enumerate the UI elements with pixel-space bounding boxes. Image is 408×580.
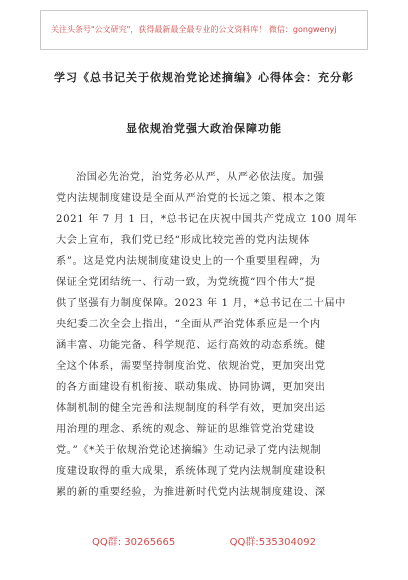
- body-line: 治国必先治党，治党务必从严，从严必依法度。加强: [76, 172, 325, 183]
- document-title-line-2: 显依规治党强大政治保障功能: [126, 122, 282, 135]
- body-line: 大会上宣布，我们党已经“形成比较完善的党内法规体: [56, 235, 310, 246]
- promo-banner: [40, 10, 368, 50]
- body-line: 体制机制的健全完善和法规制度的科学有效，更加突出运: [56, 403, 326, 414]
- body-line: 党。”《*关于依规治党论述摘编》生动记录了党内法规制: [56, 445, 322, 456]
- footer-qq-group-1: QQ群: 30265665: [92, 537, 176, 548]
- footer-qq-group-2: QQ群:535304092: [229, 537, 316, 548]
- body-line: 度建设取得的重大成果，系统体现了党内法规制度建设积: [56, 466, 326, 477]
- body-line: 央纪委二次全会上指出，“全面从严治党体系应是一个内: [56, 319, 321, 330]
- footer-contact: [0, 533, 408, 548]
- body-line: 供了坚强有力制度保障。2023 年 1 月，*总书记在二十届中: [56, 298, 346, 309]
- body-line: 涵丰富、功能完备、科学规范、运行高效的动态系统。健: [56, 340, 326, 351]
- promo-banner-text: 关注头条号"公文研究"，获得最新最全最专业的公文资料库！ 微信：gongwenyj: [51, 25, 337, 34]
- body-line: 用治理的理念、系统的观念、辩证的思维管党治党建设: [56, 424, 315, 435]
- body-line: 党内法规制度建设是全面从严治党的长远之策、根本之策: [56, 193, 326, 204]
- body-line: 全这个体系，需要坚持制度治党、依规治党，更加突出党: [56, 361, 326, 372]
- body-line: 累的新的重要经验，为推进新时代党内法规制度建设、深: [56, 487, 326, 498]
- body-line: 系”。这是党内法规制度建设史上的一个重要里程碑，为: [56, 256, 321, 267]
- document-title-line-1: 学习《总书记关于依规治党论述摘编》心得体会：充分彰: [54, 71, 354, 84]
- body-line: 2021 年 7 月 1 日，*总书记在庆祝中国共产党成立 100 周年: [56, 214, 358, 225]
- body-line: 的各方面建设有机衔接、联动集成、协同协调，更加突出: [56, 382, 326, 393]
- body-line: 保证全党团结统一、行动一致，为党统揽“四个伟大”提: [56, 277, 316, 288]
